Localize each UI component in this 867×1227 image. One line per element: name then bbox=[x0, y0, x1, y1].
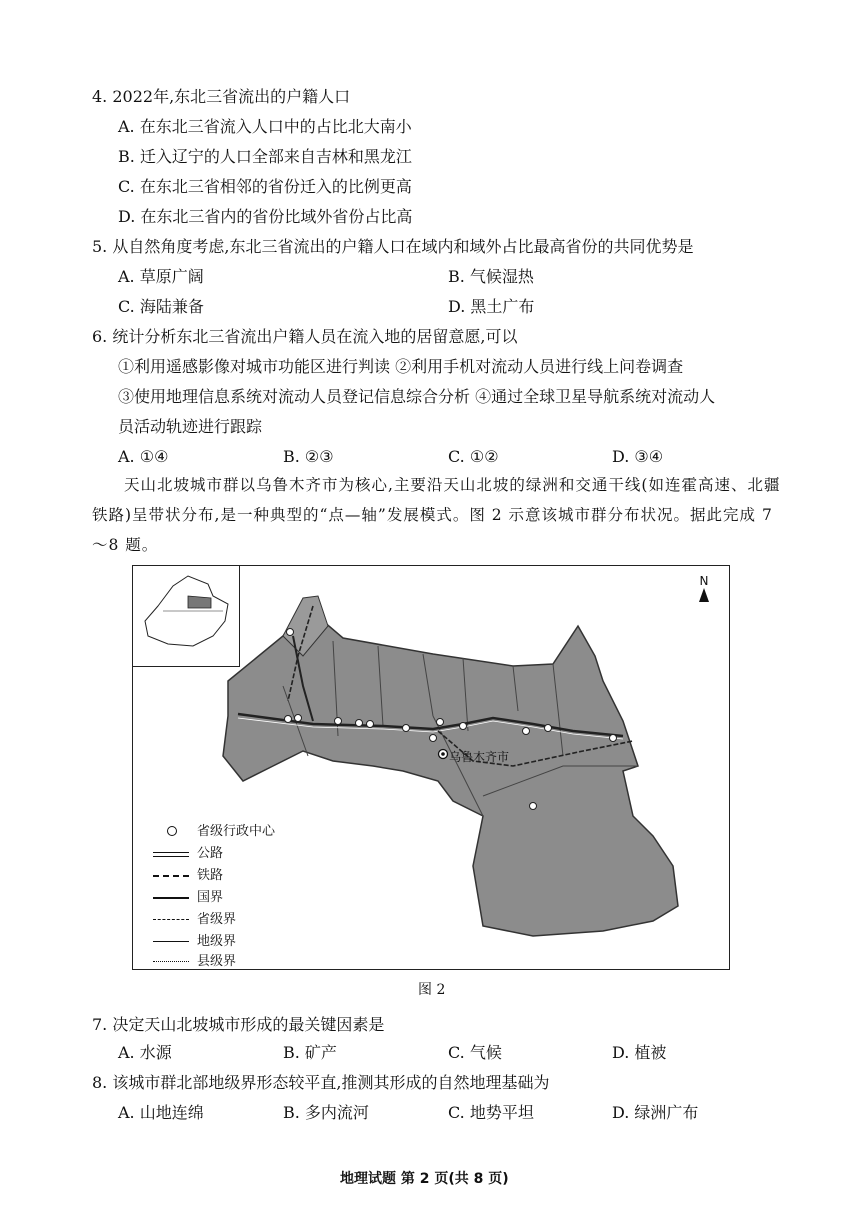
q6-option-b: B. ②③ bbox=[283, 447, 334, 466]
q4-option-a: A. 在东北三省流入人口中的占比北大南小 bbox=[118, 117, 412, 136]
legend-label: 地级界 bbox=[197, 934, 237, 949]
passage: 天山北坡城市群以乌鲁木齐市为核心,主要沿天山北坡的绿洲和交通干线(如连霍高速、北疆铁路)呈带状分布,是一种典型的“点—轴”发展模式。图 2 示意该城市群分布状况。据此完成 7～8 题。 bbox=[92, 476, 781, 554]
q7-option-d: D. 植被 bbox=[612, 1043, 667, 1062]
inset-locator-map bbox=[133, 566, 240, 667]
q5-stem: 5. 从自然角度考虑,东北三省流出的户籍人口在域内和域外占比最高省份的共同优势是 bbox=[92, 237, 694, 256]
q4-option-c: C. 在东北三省相邻的省份迁入的比例更高 bbox=[118, 177, 412, 196]
q5-options-2 bbox=[0, 296, 867, 318]
q5-options bbox=[0, 266, 867, 288]
legend-label: 省级界 bbox=[197, 912, 237, 927]
q5-option-a: A. 草原广阔 bbox=[118, 267, 204, 286]
q8-option-b: B. 多内流河 bbox=[283, 1103, 369, 1122]
legend-label: 国界 bbox=[197, 890, 224, 905]
legend-prefecture-border bbox=[153, 934, 236, 950]
q5-option-d: D. 黑土广布 bbox=[448, 297, 535, 316]
legend-label: 省级行政中心 bbox=[197, 824, 276, 839]
legend-national-border-icon bbox=[153, 894, 189, 902]
q6-statement-1: ①利用遥感影像对城市功能区进行判读 ②利用手机对流动人员进行线上问卷调查 bbox=[118, 357, 684, 376]
q6-stem: 6. 统计分析东北三省流出户籍人员在流入地的居留意愿,可以 bbox=[92, 327, 518, 346]
q7-option-a: A. 水源 bbox=[118, 1043, 172, 1062]
north-arrow bbox=[699, 574, 709, 602]
q7-options bbox=[0, 1042, 867, 1064]
legend-highway bbox=[153, 846, 223, 862]
q6-statement-2: ③使用地理信息系统对流动人员登记信息综合分析 ④通过全球卫星导航系统对流动人 bbox=[118, 387, 716, 406]
legend-county-border bbox=[153, 954, 236, 970]
region-shape bbox=[223, 601, 678, 936]
q4-option-b: B. 迁入辽宁的人口全部来自吉林和黑龙江 bbox=[118, 147, 412, 166]
north-label: N bbox=[699, 574, 709, 588]
legend-prefecture-border-icon bbox=[153, 938, 189, 946]
legend-label: 铁路 bbox=[197, 868, 224, 883]
legend-label: 公路 bbox=[197, 846, 224, 861]
q6-option-d: D. ③④ bbox=[612, 447, 664, 466]
page-footer: 地理试题 第 2 页(共 8 页) bbox=[340, 1171, 509, 1187]
q5-option-c: C. 海陆兼备 bbox=[118, 297, 204, 316]
q8-stem: 8. 该城市群北部地级界形态较平直,推测其形成的自然地理基础为 bbox=[92, 1073, 550, 1092]
legend-railway bbox=[153, 868, 223, 884]
q8-options bbox=[0, 1102, 867, 1124]
q7-option-b: B. 矿产 bbox=[283, 1043, 337, 1062]
q8-option-c: C. 地势平坦 bbox=[448, 1103, 534, 1122]
legend-county-border-icon bbox=[153, 958, 189, 966]
q5-option-b: B. 气候湿热 bbox=[448, 267, 534, 286]
figure-map bbox=[132, 565, 730, 970]
legend-national-border bbox=[153, 890, 223, 906]
legend-capital-icon bbox=[153, 828, 189, 836]
q4-option-d: D. 在东北三省内的省份比域外省份占比高 bbox=[118, 207, 413, 226]
legend-provincial-center bbox=[153, 824, 275, 840]
q8-option-d: D. 绿洲广布 bbox=[612, 1103, 699, 1122]
q6-statement-3: 员活动轨迹进行跟踪 bbox=[118, 417, 263, 436]
figure-caption: 图 2 bbox=[418, 982, 446, 998]
north-arrow-icon bbox=[699, 588, 709, 602]
q8-option-a: A. 山地连绵 bbox=[118, 1103, 204, 1122]
q6-option-c: C. ①② bbox=[448, 447, 499, 466]
city-label-urumqi: 乌鲁木齐市 bbox=[449, 750, 510, 764]
legend-railway-icon bbox=[153, 872, 189, 880]
q4-stem: 4. 2022年,东北三省流出的户籍人口 bbox=[92, 87, 351, 106]
legend-highway-icon bbox=[153, 850, 189, 858]
legend-provincial-border-icon bbox=[153, 916, 189, 924]
q7-option-c: C. 气候 bbox=[448, 1043, 502, 1062]
legend-provincial-border bbox=[153, 912, 236, 928]
q6-option-a: A. ①④ bbox=[118, 447, 169, 466]
legend-label: 县级界 bbox=[197, 954, 237, 969]
q7-stem: 7. 决定天山北坡城市形成的最关键因素是 bbox=[92, 1015, 385, 1034]
q6-options bbox=[0, 446, 867, 468]
